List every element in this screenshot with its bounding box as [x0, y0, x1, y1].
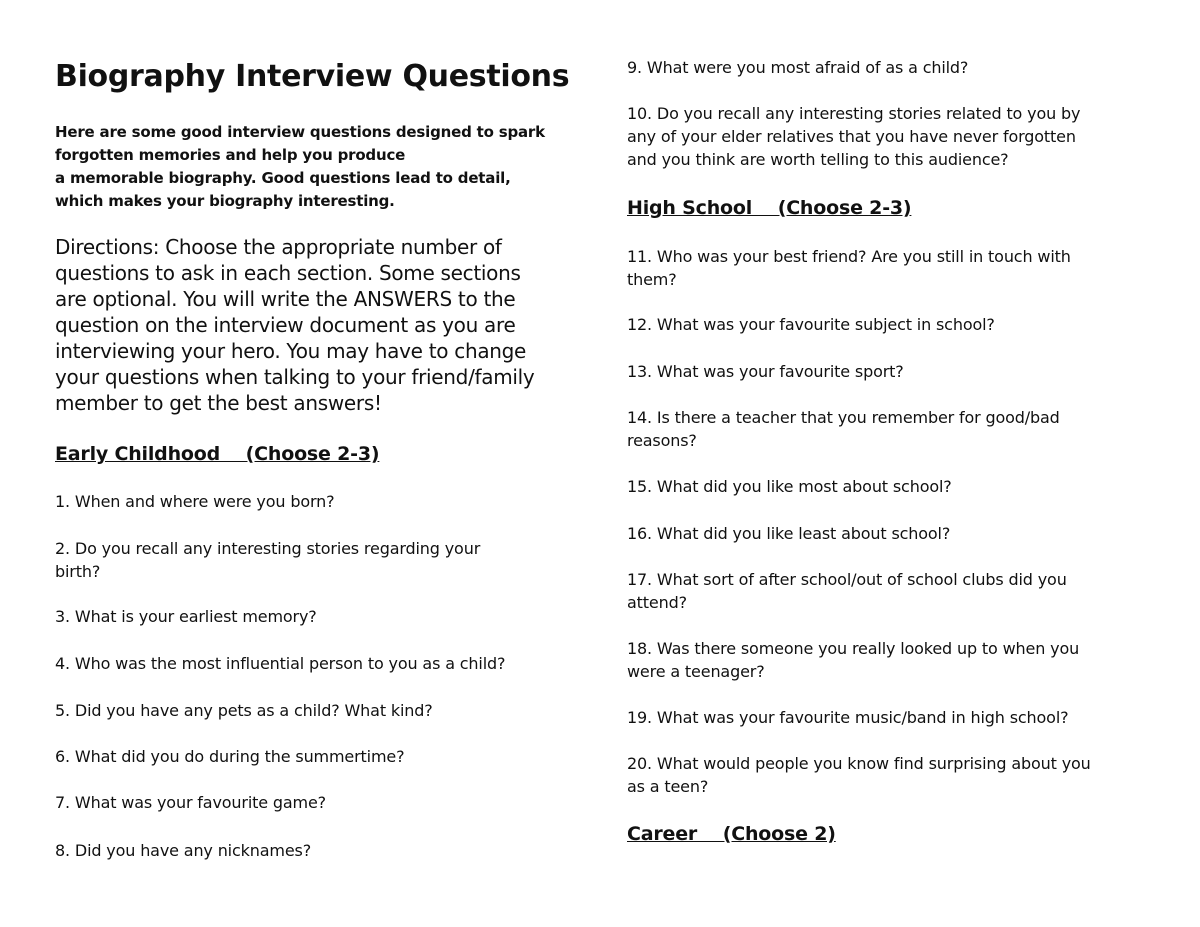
question-line: 13. What was your favourite sport?	[627, 362, 904, 381]
question-item	[627, 56, 968, 79]
question-line: as a teen?	[627, 777, 709, 796]
question-item	[55, 605, 317, 628]
question-line: 1. When and where were you born?	[55, 492, 335, 511]
question-line: 20. What would people you know find surprising about you	[627, 754, 1091, 773]
question-line: 5. Did you have any pets as a child? What kind?	[55, 701, 433, 720]
intro-paragraph	[55, 121, 585, 213]
question-item	[55, 839, 311, 862]
question-line: birth?	[55, 562, 101, 581]
question-line: 4. Who was the most influential person to you as a child?	[55, 654, 506, 673]
question-line: were a teenager?	[627, 662, 765, 681]
intro-line: forgotten memories and help you produce	[55, 146, 406, 164]
question-item	[627, 102, 1080, 171]
question-line: 8. Did you have any nicknames?	[55, 841, 312, 860]
question-line: 18. Was there someone you really looked up to when you	[627, 639, 1080, 658]
question-item	[55, 699, 433, 722]
question-item	[627, 637, 1079, 683]
question-item	[627, 406, 1060, 452]
question-line: 17. What sort of after school/out of school clubs did you	[627, 570, 1067, 589]
question-line: and you think are worth telling to this audience?	[627, 150, 1009, 169]
question-line: 16. What did you like least about school?	[627, 524, 951, 543]
section-heading-high-school: High School (Choose 2-3)	[627, 197, 912, 219]
directions-line: your questions when talking to your friend/family	[55, 365, 535, 389]
directions-line: question on the interview document as you are	[55, 313, 516, 337]
question-item	[627, 475, 952, 498]
question-line: reasons?	[627, 431, 697, 450]
question-line: 10. Do you recall any interesting stories related to you by	[627, 104, 1081, 123]
page-title: Biography Interview Questions	[55, 59, 570, 94]
directions-line: Directions: Choose the appropriate number of	[55, 235, 502, 259]
question-line: 12. What was your favourite subject in school?	[627, 315, 995, 334]
section-heading-early-childhood: Early Childhood (Choose 2-3)	[55, 443, 380, 465]
question-line: 3. What is your earliest memory?	[55, 607, 317, 626]
directions-line: are optional. You will write the ANSWERS to the	[55, 287, 516, 311]
question-item	[55, 537, 480, 583]
question-line: 19. What was your favourite music/band in high school?	[627, 708, 1069, 727]
section-heading-career: Career (Choose 2)	[627, 823, 836, 845]
question-item	[627, 313, 995, 336]
question-line: 15. What did you like most about school?	[627, 477, 952, 496]
directions-line: member to get the best answers!	[55, 391, 382, 415]
question-item	[627, 245, 1071, 291]
question-line: 14. Is there a teacher that you remember for good/bad	[627, 408, 1060, 427]
question-item	[627, 752, 1091, 798]
question-line: attend?	[627, 593, 687, 612]
directions-line: interviewing your hero. You may have to change	[55, 339, 527, 363]
question-item	[55, 490, 334, 513]
question-line: 9. What were you most afraid of as a child?	[627, 58, 969, 77]
question-item	[627, 522, 950, 545]
directions-paragraph	[55, 234, 585, 416]
question-line: them?	[627, 270, 677, 289]
question-item	[627, 568, 1067, 614]
question-item	[55, 652, 505, 675]
directions-line: questions to ask in each section. Some sections	[55, 261, 521, 285]
question-item	[627, 706, 1068, 729]
intro-line: Here are some good interview questions designed to spark	[55, 123, 545, 141]
question-line: any of your elder relatives that you have never forgotten	[627, 127, 1076, 146]
question-line: 7. What was your favourite game?	[55, 793, 326, 812]
question-line: 2. Do you recall any interesting stories regarding your	[55, 539, 481, 558]
question-line: 11. Who was your best friend? Are you still in touch with	[627, 247, 1071, 266]
intro-line: a memorable biography. Good questions lead to detail,	[55, 169, 511, 187]
question-item	[627, 360, 904, 383]
intro-line: which makes your biography interesting.	[55, 192, 395, 210]
question-item	[55, 745, 404, 768]
question-line: 6. What did you do during the summertime?	[55, 747, 405, 766]
question-item	[55, 791, 326, 814]
